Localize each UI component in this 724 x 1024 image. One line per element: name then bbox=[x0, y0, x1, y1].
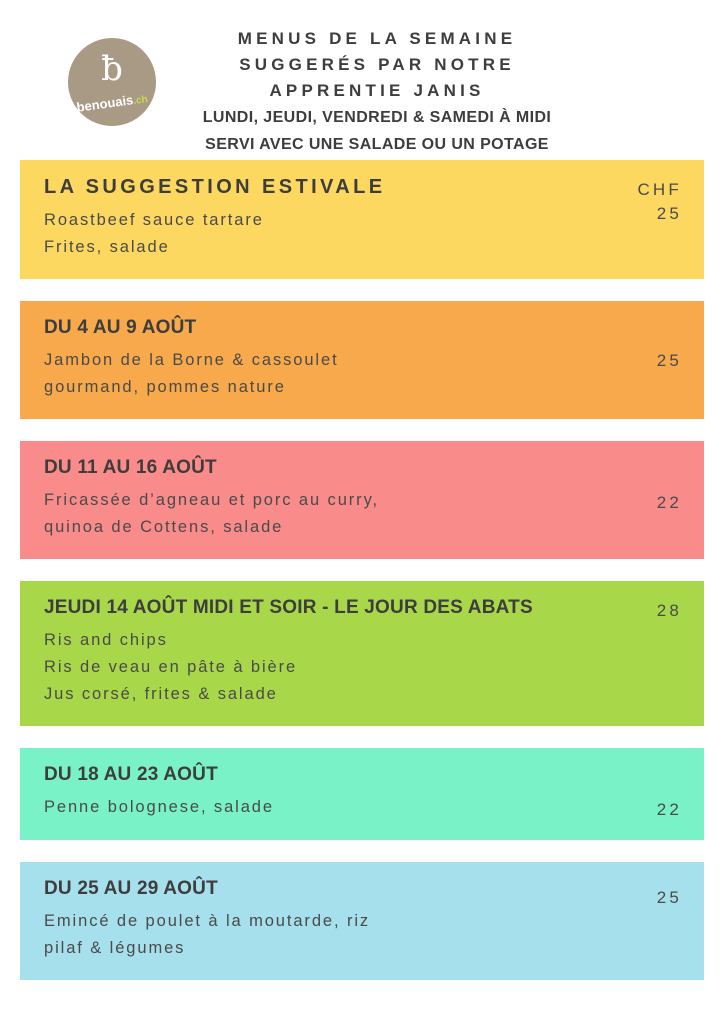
logo bbox=[68, 38, 156, 126]
menu-card-line: Jambon de la Borne & cassoulet bbox=[44, 351, 339, 369]
menu-card-line: gourmand, pommes nature bbox=[44, 378, 286, 396]
menu-card-line: Emincé de poulet à la moutarde, riz bbox=[44, 912, 371, 930]
menu-card-price-column bbox=[590, 597, 682, 623]
menu-card bbox=[20, 160, 704, 279]
logo-wordmark bbox=[76, 90, 149, 115]
menu-card-price-column bbox=[590, 878, 682, 910]
menu-list bbox=[0, 160, 724, 980]
title-line-3: APPRENTIE JANIS bbox=[269, 81, 485, 100]
menu-card-currency: CHF bbox=[637, 180, 682, 199]
menu-card-price: 28 bbox=[656, 601, 682, 620]
menu-card bbox=[20, 581, 704, 726]
logo-mark-icon: ƀ bbox=[101, 49, 123, 89]
menu-card-price-column bbox=[590, 764, 682, 822]
menu-card-heading: DU 25 AU 29 AOÛT bbox=[44, 878, 218, 899]
menu-card-line: pilaf & légumes bbox=[44, 939, 186, 957]
menu-card bbox=[20, 862, 704, 980]
menu-card-price-column bbox=[590, 457, 682, 515]
menu-card-price: 25 bbox=[656, 351, 682, 370]
menu-card bbox=[20, 301, 704, 419]
logo-brand: benouais bbox=[75, 92, 135, 115]
menu-card-body bbox=[44, 457, 590, 541]
title-line-2: SUGGERÉS PAR NOTRE bbox=[239, 55, 515, 74]
menu-card-line: Frites, salade bbox=[44, 238, 170, 256]
menu-card-line: Penne bolognese, salade bbox=[44, 798, 274, 816]
poster-header bbox=[0, 0, 724, 160]
logo-brand-suffix: .ch bbox=[132, 94, 149, 107]
menu-card-body bbox=[44, 176, 590, 261]
menu-card-heading: JEUDI 14 AOÛT MIDI ET SOIR - LE JOUR DES ABATS bbox=[44, 597, 533, 618]
menu-card-heading: DU 11 AU 16 AOÛT bbox=[44, 457, 217, 478]
menu-card-heading: DU 4 AU 9 AOÛT bbox=[44, 317, 197, 338]
menu-card-price: 22 bbox=[656, 493, 682, 512]
menu-card-line: Fricassée d’agneau et porc au curry, bbox=[44, 491, 379, 509]
subtitle-line-1: LUNDI, JEUDI, VENDREDI & SAMEDI À MIDI bbox=[202, 109, 552, 126]
menu-card bbox=[20, 748, 704, 840]
menu-card-line: Jus corsé, frites & salade bbox=[44, 685, 278, 703]
menu-card-body bbox=[44, 764, 590, 821]
menu-card-line: Ris de veau en pâte à bière bbox=[44, 658, 298, 676]
menu-card-heading: LA SUGGESTION ESTIVALE bbox=[44, 176, 386, 198]
subtitle-line-2: SERVI AVEC UNE SALADE OU UN POTAGE bbox=[205, 136, 549, 153]
menu-card-price-column bbox=[590, 317, 682, 373]
menu-card-body bbox=[44, 878, 590, 962]
menu-card-line: Roastbeef sauce tartare bbox=[44, 211, 264, 229]
menu-card-line: quinoa de Cottens, salade bbox=[44, 518, 284, 536]
menu-card-price: 22 bbox=[656, 800, 682, 819]
title-line-1: MENUS DE LA SEMAINE bbox=[237, 29, 517, 48]
menu-card-line: Ris and chips bbox=[44, 631, 168, 649]
menu-card-heading: DU 18 AU 23 AOÛT bbox=[44, 764, 218, 785]
menu-card-price: 25 bbox=[656, 888, 682, 907]
menu-card-body bbox=[44, 317, 590, 401]
menu-card bbox=[20, 441, 704, 559]
menu-card-price-column bbox=[590, 176, 682, 226]
menu-card-price: 25 bbox=[656, 204, 682, 223]
menu-card-body bbox=[44, 597, 590, 708]
